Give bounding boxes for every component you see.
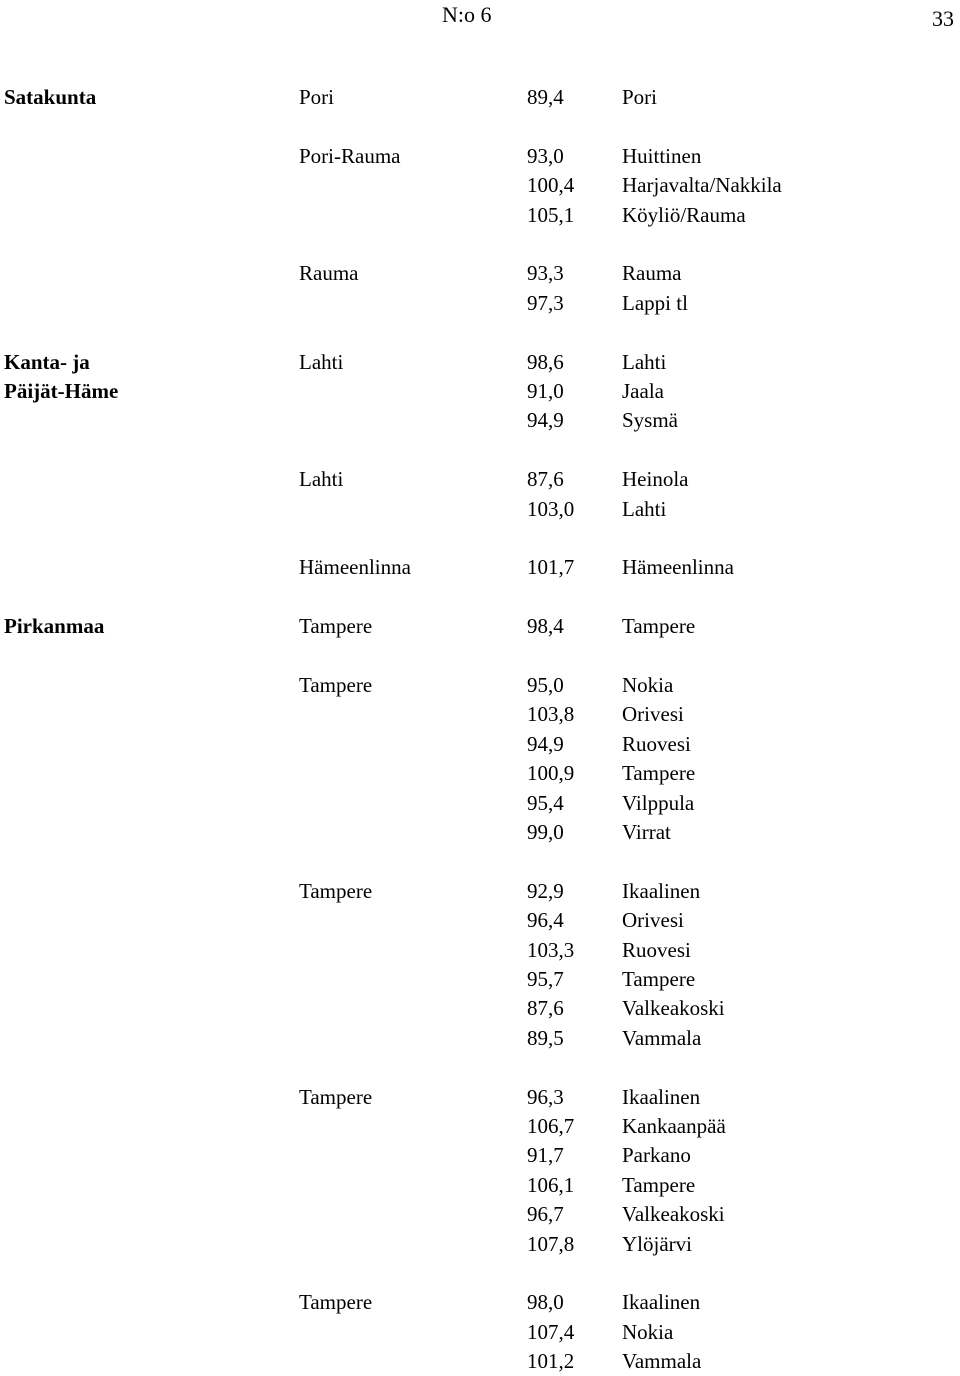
location-cell: Nokia bbox=[622, 1319, 674, 1344]
frequency-cell: 105,1 bbox=[527, 202, 575, 227]
table-row bbox=[0, 201, 960, 230]
transmitter-city-cell: Hämeenlinna bbox=[299, 555, 411, 580]
table-row bbox=[0, 112, 960, 141]
frequency-cell: 91,0 bbox=[527, 379, 564, 403]
table-row bbox=[0, 1347, 960, 1376]
location-cell: Tampere bbox=[622, 614, 696, 639]
frequency-cell: 94,9 bbox=[527, 408, 564, 433]
location-cell: Vammala bbox=[622, 1025, 702, 1050]
location-cell: Orivesi bbox=[622, 908, 684, 933]
transmitter-city-cell: Rauma bbox=[299, 261, 359, 286]
frequency-cell: 93,3 bbox=[527, 261, 564, 286]
location-cell: Ikaalinen bbox=[622, 878, 701, 903]
frequency-cell: 100,4 bbox=[527, 173, 575, 198]
transmitter-city-cell: Tampere bbox=[299, 1290, 373, 1315]
location-cell: Virrat bbox=[622, 820, 671, 844]
location-cell: Ruovesi bbox=[622, 937, 691, 962]
table-row bbox=[0, 1200, 960, 1229]
location-cell: Tampere bbox=[622, 761, 696, 786]
location-cell: Tampere bbox=[622, 1172, 696, 1197]
location-cell: Ruovesi bbox=[622, 731, 691, 756]
table-row bbox=[0, 994, 960, 1023]
table-row bbox=[0, 289, 960, 318]
frequency-cell: 89,5 bbox=[527, 1025, 564, 1050]
location-cell: Orivesi bbox=[622, 702, 684, 727]
frequency-cell: 107,8 bbox=[527, 1231, 575, 1256]
transmitter-city-cell: Pori bbox=[299, 85, 335, 109]
frequency-cell: 107,4 bbox=[527, 1319, 575, 1344]
frequency-cell: 95,7 bbox=[527, 967, 564, 991]
region-cell: Päijät-Häme bbox=[4, 379, 119, 403]
frequency-cell: 87,6 bbox=[527, 996, 564, 1021]
table-row bbox=[0, 230, 960, 259]
location-cell: Rauma bbox=[622, 261, 682, 286]
location-cell: Hämeenlinna bbox=[622, 555, 734, 580]
frequency-cell: 93,0 bbox=[527, 143, 564, 168]
page-number: 33 bbox=[932, 6, 954, 31]
transmitter-city-cell: Tampere bbox=[299, 1084, 373, 1109]
table-row bbox=[0, 1112, 960, 1141]
location-cell: Jaala bbox=[622, 379, 664, 403]
frequency-cell: 89,4 bbox=[527, 85, 564, 109]
location-cell: Ylöjärvi bbox=[622, 1231, 692, 1256]
table-row bbox=[0, 1024, 960, 1053]
table-row bbox=[0, 1288, 960, 1317]
location-cell: Harjavalta/Nakkila bbox=[622, 173, 782, 198]
table-row bbox=[0, 406, 960, 435]
frequency-cell: 98,4 bbox=[527, 614, 564, 639]
document-number: N:o 6 bbox=[442, 2, 492, 27]
frequency-cell: 95,0 bbox=[527, 673, 564, 697]
frequency-cell: 91,7 bbox=[527, 1143, 564, 1168]
table-row bbox=[0, 730, 960, 759]
table-row bbox=[0, 142, 960, 171]
table-row bbox=[0, 1230, 960, 1259]
transmitter-city-cell: Tampere bbox=[299, 673, 373, 697]
frequency-cell: 92,9 bbox=[527, 878, 564, 903]
table-row bbox=[0, 671, 960, 700]
frequency-cell: 94,9 bbox=[527, 731, 564, 756]
table-row bbox=[0, 1053, 960, 1082]
table-row bbox=[0, 318, 960, 347]
table-row bbox=[0, 847, 960, 876]
table-row bbox=[0, 553, 960, 582]
table-row bbox=[0, 965, 960, 994]
location-cell: Valkeakoski bbox=[622, 996, 725, 1021]
table-row bbox=[0, 612, 960, 641]
table-row bbox=[0, 377, 960, 406]
frequency-cell: 95,4 bbox=[527, 790, 564, 815]
frequency-cell: 96,3 bbox=[527, 1084, 564, 1109]
frequency-cell: 106,1 bbox=[527, 1172, 575, 1197]
region-cell: Satakunta bbox=[4, 85, 97, 109]
table-row bbox=[0, 171, 960, 200]
table-row bbox=[0, 259, 960, 288]
table-row bbox=[0, 436, 960, 465]
location-cell: Pori bbox=[622, 85, 658, 109]
transmitter-city-cell: Lahti bbox=[299, 467, 344, 492]
table-row bbox=[0, 1171, 960, 1200]
table-row bbox=[0, 524, 960, 553]
table-row bbox=[0, 818, 960, 847]
table-row bbox=[0, 1318, 960, 1347]
table-row bbox=[0, 789, 960, 818]
table-row bbox=[0, 1259, 960, 1288]
frequency-cell: 103,3 bbox=[527, 937, 575, 962]
frequency-cell: 106,7 bbox=[527, 1114, 575, 1138]
location-cell: Nokia bbox=[622, 673, 674, 697]
table-row bbox=[0, 83, 960, 112]
location-cell: Köyliö/Rauma bbox=[622, 202, 746, 227]
transmitter-city-cell: Pori-Rauma bbox=[299, 143, 401, 168]
frequency-cell: 96,4 bbox=[527, 908, 564, 933]
location-cell: Ikaalinen bbox=[622, 1084, 701, 1109]
location-cell: Lahti bbox=[622, 496, 667, 521]
frequency-cell: 103,0 bbox=[527, 496, 575, 521]
location-cell: Vammala bbox=[622, 1349, 702, 1374]
location-cell: Parkano bbox=[622, 1143, 691, 1168]
table-row bbox=[0, 700, 960, 729]
transmitter-city-cell: Tampere bbox=[299, 878, 373, 903]
table-row bbox=[0, 877, 960, 906]
table-row bbox=[0, 495, 960, 524]
table-row bbox=[0, 906, 960, 935]
location-cell: Lappi tl bbox=[622, 290, 688, 315]
table-row bbox=[0, 759, 960, 788]
table-row bbox=[0, 936, 960, 965]
table-row bbox=[0, 348, 960, 377]
frequency-cell: 87,6 bbox=[527, 467, 564, 492]
location-cell: Lahti bbox=[622, 349, 667, 374]
frequency-cell: 101,7 bbox=[527, 555, 575, 580]
region-cell: Pirkanmaa bbox=[4, 614, 105, 639]
location-cell: Valkeakoski bbox=[622, 1202, 725, 1227]
table-row bbox=[0, 1083, 960, 1112]
table-row bbox=[0, 1141, 960, 1170]
transmitter-city-cell: Lahti bbox=[299, 349, 344, 374]
frequency-cell: 97,3 bbox=[527, 290, 564, 315]
region-cell: Kanta- ja bbox=[4, 349, 90, 374]
location-cell: Ikaalinen bbox=[622, 1290, 701, 1315]
frequency-cell: 98,6 bbox=[527, 349, 564, 374]
table-row bbox=[0, 465, 960, 494]
location-cell: Kankaanpää bbox=[622, 1114, 726, 1138]
frequency-cell: 101,2 bbox=[527, 1349, 575, 1374]
location-cell: Vilppula bbox=[622, 790, 695, 815]
frequency-cell: 103,8 bbox=[527, 702, 575, 727]
location-cell: Heinola bbox=[622, 467, 689, 492]
frequency-cell: 96,7 bbox=[527, 1202, 564, 1227]
location-cell: Sysmä bbox=[622, 408, 679, 433]
location-cell: Huittinen bbox=[622, 143, 702, 168]
table-row bbox=[0, 583, 960, 612]
table-row bbox=[0, 642, 960, 671]
frequency-cell: 99,0 bbox=[527, 820, 564, 844]
location-cell: Tampere bbox=[622, 967, 696, 991]
transmitter-city-cell: Tampere bbox=[299, 614, 373, 639]
frequency-cell: 98,0 bbox=[527, 1290, 564, 1315]
frequency-cell: 100,9 bbox=[527, 761, 575, 786]
